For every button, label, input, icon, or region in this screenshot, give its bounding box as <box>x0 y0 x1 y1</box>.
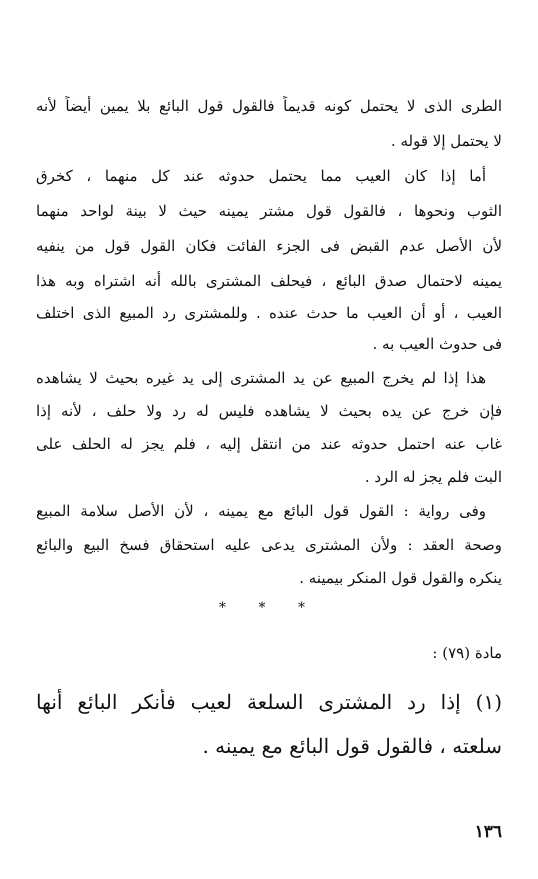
text-line-15: ينكره والقول قول المنكر بيمينه . <box>299 569 502 587</box>
text-line-10: فإن خرج عن يده بحيث لا يشاهده فليس له رد ولا حلف ، لأنه إذا <box>36 402 502 420</box>
page-number: ١٣٦ <box>474 822 502 842</box>
text-line-3: أما إذا كان العيب مما يحتمل حدوثه عند كل منهما ، كخرق <box>36 167 486 185</box>
text-line-7: العيب ، أو أن العيب ما حدث عنده . وللمشترى رد المبيع الذى اختلف <box>36 304 502 322</box>
text-line-12: البت فلم يجز له الرد . <box>364 468 502 486</box>
text-line-14: وصحة العقد : ولأن المشترى يدعى عليه استحقاق فسخ البيع والبائع <box>36 536 502 554</box>
text-line-9: هذا إذا لم يخرج المبيع عن يد المشترى إلى يد غيره بحيث لا يشاهده <box>36 369 486 387</box>
article-line-1: (١) إذا رد المشترى السلعة لعيب فأنكر البائع أنها <box>36 690 502 714</box>
text-line-1: الطرى الذى لا يحتمل كونه قديماً فالقول قول البائع بلا يمين أيضاً لأنه <box>36 97 502 115</box>
section-divider-stars: * * * <box>219 600 319 616</box>
text-line-5: لأن الأصل عدم القبض فى الجزء الفائت فكان القول قول من ينفيه <box>36 237 502 255</box>
text-line-2: لا يحتمل إلا قوله . <box>390 132 502 150</box>
article-heading: مادة (٧٩) : <box>432 644 502 662</box>
text-line-11: غاب عنه احتمل حدوثه عند من انتقل إليه ، فلم يجز له الحلف على <box>36 435 502 453</box>
article-line-2: سلعته ، فالقول قول البائع مع يمينه . <box>202 734 502 758</box>
text-line-8: فى حدوث العيب به . <box>372 335 502 353</box>
text-line-6: يمينه لاحتمال صدق البائع ، فيحلف المشترى بالله أنه اشتراه وبه هذا <box>36 272 502 290</box>
text-line-13: وفى رواية : القول قول البائع مع يمينه ، لأن الأصل سلامة المبيع <box>36 502 486 520</box>
text-line-4: الثوب ونحوها ، فالقول قول مشتر يمينه حيث لا بينة لواحد منهما <box>36 202 502 220</box>
